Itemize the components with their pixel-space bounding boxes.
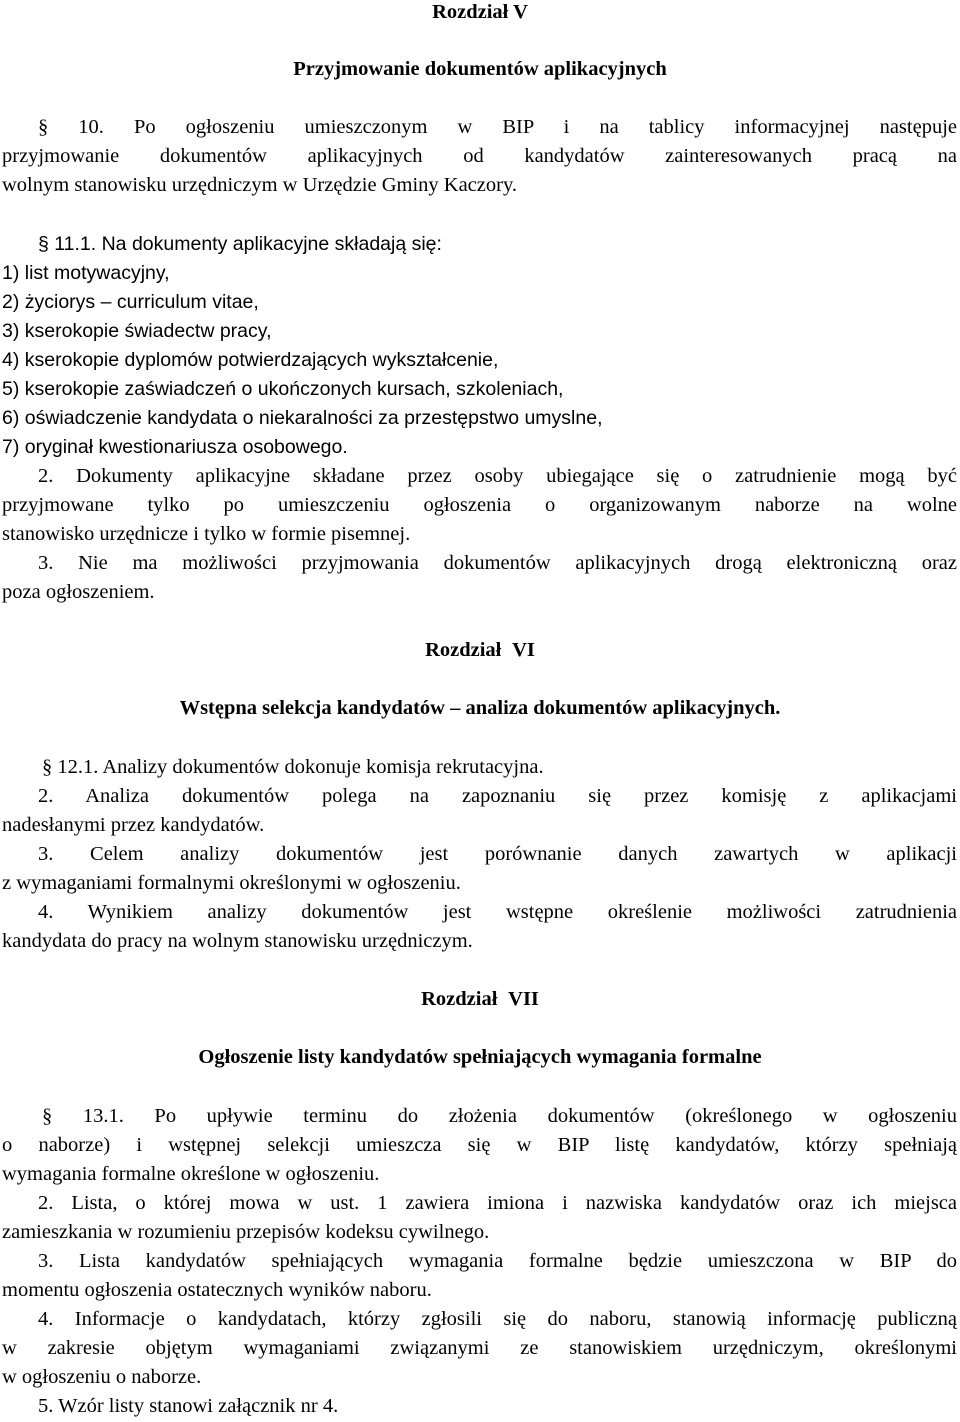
paragraph-13-4-line-3: w ogłoszeniu o naborze. — [2, 1366, 202, 1388]
paragraph-13-3-line-1: 3. Lista kandydatów spełniających wymagania formalne będzie umieszczona w BIP do — [38, 1250, 957, 1272]
chapter-7-title: Ogłoszenie listy kandydatów spełniających wymagania formalne — [198, 1046, 762, 1068]
list-item: 5) kserokopie zaświadczeń o ukończonych kursach, szkoleniach, — [2, 378, 564, 400]
chapter-5-title: Przyjmowanie dokumentów aplikacyjnych — [293, 58, 667, 80]
list-item: 7) oryginał kwestionariusza osobowego. — [2, 436, 348, 458]
paragraph-12-2-line-2: nadesłanymi przez kandydatów. — [2, 814, 265, 836]
paragraph-13-1-line-2: o naborze) i wstępnej selekcji umieszcza się w BIP listę kandydatów, którzy spełniają — [2, 1134, 957, 1156]
paragraph-10-line-2: przyjmowanie dokumentów aplikacyjnych od kandydatów zainteresowanych pracą na — [2, 145, 957, 167]
paragraph-12-4-line-1: 4. Wynikiem analizy dokumentów jest wstępne określenie możliwości zatrudnienia — [38, 901, 957, 923]
paragraph-13-3-line-2: momentu ogłoszenia ostatecznych wyników naboru. — [2, 1279, 432, 1301]
paragraph-12-3-line-1: 3. Celem analizy dokumentów jest porównanie danych zawartych w aplikacji — [38, 843, 957, 865]
list-item: 1) list motywacyjny, — [2, 262, 170, 284]
paragraph-12-4-line-2: kandydata do pracy na wolnym stanowisku urzędniczym. — [2, 930, 473, 952]
paragraph-13-5: 5. Wzór listy stanowi załącznik nr 4. — [38, 1395, 339, 1417]
paragraph-11-2-line-1: 2. Dokumenty aplikacyjne składane przez osoby ubiegające się o zatrudnienie mogą być — [38, 465, 957, 487]
paragraph-10-line-3: wolnym stanowisku urzędniczym w Urzędzie Gminy Kaczory. — [2, 174, 518, 196]
paragraph-11-2-line-2: przyjmowane tylko po umieszczeniu ogłoszenia o organizowanym naborze na wolne — [2, 494, 957, 516]
list-item: 2) życiorys – curriculum vitae, — [2, 291, 259, 313]
paragraph-13-4-line-1: 4. Informacje o kandydatach, którzy zgłosili się do naboru, stanowią informację publiczną — [38, 1308, 957, 1330]
chapter-6-title: Wstępna selekcja kandydatów – analiza dokumentów aplikacyjnych. — [179, 697, 781, 719]
paragraph-12-2-line-1: 2. Analiza dokumentów polega na zapoznaniu się przez komisję z aplikacjami — [38, 785, 957, 807]
list-item: 4) kserokopie dyplomów potwierdzających wykształcenie, — [2, 349, 499, 371]
paragraph-12-1: § 12.1. Analizy dokumentów dokonuje komisja rekrutacyjna. — [42, 756, 544, 778]
paragraph-11-3-line-1: 3. Nie ma możliwości przyjmowania dokumentów aplikacyjnych drogą elektroniczną oraz — [38, 552, 957, 574]
paragraph-13-2-line-1: 2. Lista, o której mowa w ust. 1 zawiera imiona i nazwiska kandydatów oraz ich miejsca — [38, 1192, 957, 1214]
chapter-6-heading: Rozdział VI — [425, 639, 535, 661]
chapter-5-heading: Rozdział V — [432, 1, 528, 23]
paragraph-11-intro: § 11.1. Na dokumenty aplikacyjne składają się: — [38, 233, 442, 255]
paragraph-13-1-line-3: wymagania formalne określone w ogłoszeniu. — [2, 1163, 380, 1185]
chapter-7-heading: Rozdział VII — [421, 988, 539, 1010]
paragraph-13-2-line-2: zamieszkania w rozumieniu przepisów kodeksu cywilnego. — [2, 1221, 490, 1243]
paragraph-12-3-line-2: z wymaganiami formalnymi określonymi w ogłoszeniu. — [2, 872, 461, 894]
paragraph-11-2-line-3: stanowisko urzędnicze i tylko w formie pisemnej. — [2, 523, 411, 545]
paragraph-13-4-line-2: w zakresie objętym wymaganiami związanymi ze stanowiskiem urzędniczym, określonymi — [2, 1337, 957, 1359]
paragraph-11-3-line-2: poza ogłoszeniem. — [2, 581, 155, 603]
paragraph-13-1-line-1: § 13.1. Po upływie terminu do złożenia dokumentów (określonego w ogłoszeniu — [42, 1105, 957, 1127]
list-item: 3) kserokopie świadectw pracy, — [2, 320, 272, 342]
list-item: 6) oświadczenie kandydata o niekaralności za przestępstwo umyslne, — [2, 407, 603, 429]
paragraph-10-line-1: § 10. Po ogłoszeniu umieszczonym w BIP i na tablicy informacyjnej następuje — [38, 116, 957, 138]
